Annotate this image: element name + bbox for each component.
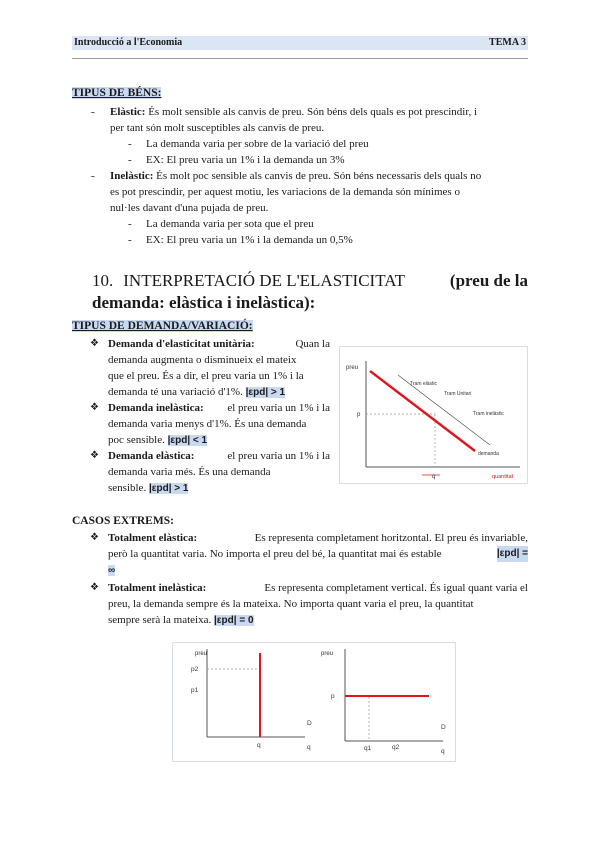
inelastica-paragraph: Demanda inelàstica: el preu varia un 1% i la demanda varia menys d'1%. És una demanda poc sensible. |εpd| < 1 (108, 402, 330, 446)
extreme-cases-chart (172, 642, 456, 762)
x-axis-label: quantitat (492, 474, 514, 480)
formula-badge: |εpd| > 1 (245, 387, 286, 398)
left-q-label: q (257, 742, 261, 749)
formula-badge: |εpd| = (497, 546, 528, 562)
formula-badge: |εpd| = 0 (213, 615, 254, 626)
elasticity-chart (339, 346, 528, 484)
inelastic-paragraph: Inelàstic: És molt poc sensible als canvis de preu. Són béns necessaris dels quals no (110, 170, 482, 182)
bracket-unitary (432, 401, 440, 407)
right-d-label: D (441, 724, 446, 731)
elastic-paragraph: Elàstic: És molt sensible als canvis de preu. Són béns dels quals es pot prescindir, i (110, 106, 478, 118)
inelastic-sub-2: EX: El preu varia un 1% i la demanda un 0,5% (146, 234, 353, 246)
formula-badge: |εpd| < 1 (167, 435, 208, 446)
p-label: p (357, 412, 361, 418)
p2-label: p2 (191, 666, 199, 673)
bullet-diamond-icon: ❖ (90, 338, 99, 349)
right-y-label: preu (321, 651, 334, 657)
header-left: Introducció a l'Economia (74, 37, 183, 48)
q1-label: q1 (364, 745, 372, 752)
inelastic-sub-1: La demanda varia per sota que el preu (146, 218, 314, 230)
y-axis-label: preu (346, 365, 359, 371)
bullet-diamond-icon: ❖ (90, 532, 99, 543)
bullet-diamond-icon: ❖ (90, 402, 99, 413)
totalment-inelastica-paragraph: Totalment inelàstica: Es representa completament vertical. És igual quant varia el preu, la demanda sempre és la mateixa. No importa quant varia el preu, la quantitat sempre serà la mateixa. |εpd| = 0 (108, 582, 528, 626)
q-label: q (432, 474, 436, 480)
right-q-label: q (441, 748, 445, 755)
right-p-label: p (331, 693, 335, 700)
tram-inelastic-label: Tram inelàstic (473, 411, 504, 417)
section-10-heading: 10. INTERPRETACIÓ DE L'ELASTICITAT (preu de la demanda: elàstica i inelàstica): (92, 271, 528, 312)
formula-badge: |εpd| > 1 (148, 483, 189, 494)
tram-elastic-label: Tram elàstic (410, 381, 438, 387)
section-tipus-bens-title: TIPUS DE BÉNS: (72, 87, 162, 99)
elasticity-chart-svg (340, 347, 527, 483)
page-header (72, 36, 528, 50)
header-divider (72, 58, 528, 59)
totalment-elastica-paragraph: Totalment elàstica: Es representa completament horitzontal. El preu és invariable, però la quantitat varia. No importa el preu del bé, la quantitat mai és estable |εpd| = ∞ (108, 532, 528, 576)
elastic-sub-1: La demanda varia per sobre de la variació del preu (146, 138, 369, 150)
left-y-label: preu (195, 651, 208, 657)
left-d-label: D (307, 720, 312, 727)
elastic-sub-2: EX: El preu varia un 1% i la demanda un 3% (146, 154, 345, 166)
unitaria-paragraph: Demanda d'elasticitat unitària: Quan la demanda augmenta o disminueix el mateix que el preu. És a dir, el preu varia un 1% i la demanda té una variació d'1%. |εpd| > 1 (108, 338, 330, 398)
elastica-paragraph: Demanda elàstica: el preu varia un 1% i la demanda varia més. És una demanda sensible. |εpd| > 1 (108, 450, 330, 494)
header-right: TEMA 3 (489, 37, 526, 48)
left-x-label: q (307, 744, 311, 751)
extreme-cases-svg (173, 643, 455, 761)
p1-label: p1 (191, 687, 199, 694)
q2-label: q2 (392, 744, 400, 751)
demanda-label: demanda (478, 451, 499, 457)
bullet-diamond-icon: ❖ (90, 582, 99, 593)
tram-unitari-label: Tram Unitari (444, 391, 472, 397)
casos-extrems-title: CASOS EXTREMS: (72, 515, 174, 527)
section-tipus-demanda-title: TIPUS DE DEMANDA/VARIACIÓ: (72, 320, 253, 332)
bullet-diamond-icon: ❖ (90, 450, 99, 461)
